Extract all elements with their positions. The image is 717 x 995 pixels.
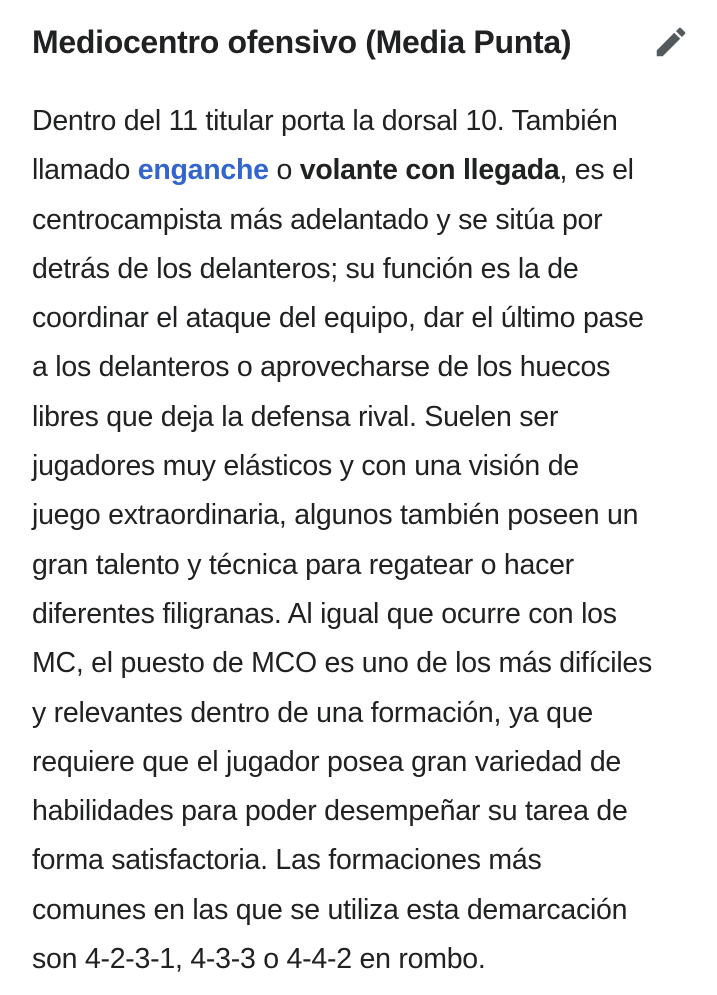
paragraph-line: a los delanteros o aprovecharse de los huecos [32,351,611,384]
paragraph-line: coordinar el ataque del equipo, dar el último pase [32,302,644,335]
paragraph-line: juego extraordinaria, algunos también poseen un [32,499,639,532]
paragraph-line: MC, el puesto de MCO es uno de los más difíciles [32,647,653,680]
paragraph-line [32,146,692,195]
pencil-icon-graphic [652,23,690,61]
paragraph-line: diferentes filigranas. Al igual que ocurre con los [32,597,617,630]
paragraph-line: libres que deja la defensa rival. Suelen ser [32,400,559,433]
paragraph-line: y relevantes dentro de una formación, ya que [32,696,593,729]
section-title: Mediocentro ofensivo (Media Punta) [32,24,572,60]
paragraph-line: habilidades para poder desempeñar su tarea de [32,795,628,828]
text-fragment: o [268,154,300,187]
pencil-icon[interactable] [652,23,690,61]
paragraph-line: jugadores muy elásticos y con una visión de [32,450,579,483]
bold-term: volante con llegada [299,154,560,187]
section-header [32,14,692,74]
paragraph-line: Dentro del 11 titular porta la dorsal 10. También [32,105,618,137]
enganche-link[interactable]: enganche [137,154,269,187]
paragraph-line: requiere que el jugador posea gran variedad de [32,745,622,778]
paragraph-line: forma satisfactoria. Las formaciones más [32,844,542,877]
text-fragment: , es el [559,154,634,187]
paragraph-line: centrocampista más adelantado y se sitúa por [32,203,603,236]
paragraph-line: detrás de los delanteros; su función es la de [32,252,579,285]
text-fragment: llamado [32,154,138,187]
section-paragraph [32,97,692,984]
paragraph-line: gran talento y técnica para regatear o hacer [32,548,574,581]
paragraph-line: comunes en las que se utiliza esta demarcación [32,893,628,926]
paragraph-line: son 4-2-3-1, 4-3-3 o 4-4-2 en rombo. [32,943,486,976]
